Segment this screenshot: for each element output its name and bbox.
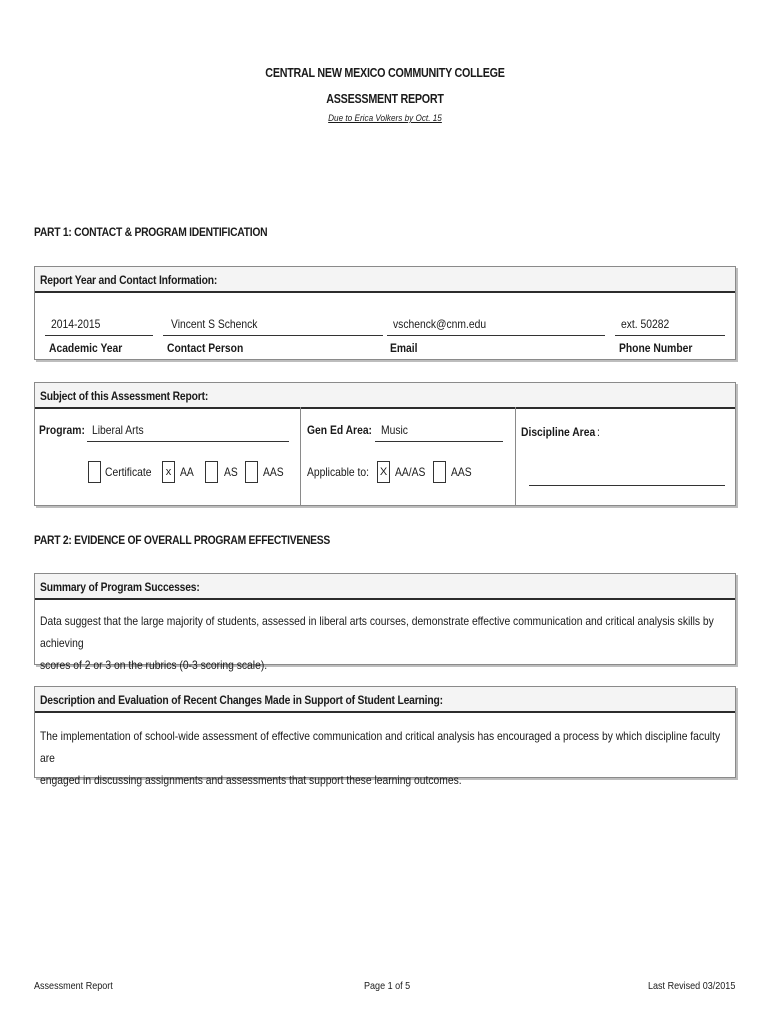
successes-text [40,610,728,676]
discipline-colon: : [597,425,601,439]
due-note: Due to Erica Volkers by Oct. 15 [328,113,442,124]
footer-left: Assessment Report [34,980,113,992]
gened-field[interactable] [375,441,503,442]
footer-page: Page 1 of 5 [364,980,411,992]
contact-person-field[interactable] [163,335,383,336]
aa-as-label: AA/AS [395,465,426,479]
successes-line: scores of 2 or 3 on the rubrics (0-3 scoring scale). [40,658,268,672]
phone-value: ext. 50282 [621,317,670,331]
discipline-area [521,423,601,441]
changes-line: The implementation of school-wide assessment of effective communication and critical analysis has encouraged a process by which discipline faculty are [40,729,721,765]
changes-section [34,686,736,787]
certificate-label: Certificate [105,465,152,479]
gened-value: Music [381,423,408,437]
discipline-field[interactable] [529,485,725,486]
as-checkbox[interactable] [205,461,218,483]
applicable-label: Applicable to: [307,465,369,479]
aas-checkbox[interactable] [245,461,258,483]
contact-person-label: Contact Person [167,341,244,355]
subject-heading: Subject of this Assessment Report: [40,389,209,403]
program-value: Liberal Arts [92,423,144,437]
certificate-checkbox[interactable] [88,461,101,483]
column-divider [515,407,516,505]
academic-year-value: 2014-2015 [51,317,101,331]
changes-header [35,687,735,713]
discipline-label: Discipline Area [521,425,596,439]
as-label: AS [224,465,238,479]
report-title: ASSESSMENT REPORT [326,92,444,106]
phone-label: Phone Number [619,341,693,355]
subject-section [34,382,736,506]
academic-year-field[interactable] [45,335,153,336]
successes-line: Data suggest that the large majority of students, assessed in liberal arts courses, demonstrate effective communication and critical analysis skills by achieving [40,614,714,650]
program-label: Program: [39,423,85,437]
college-name: CENTRAL NEW MEXICO COMMUNITY COLLEGE [265,66,505,80]
part2-heading: PART 2: EVIDENCE OF OVERALL PROGRAM EFFECTIVENESS [34,533,331,547]
part1-heading: PART 1: CONTACT & PROGRAM IDENTIFICATION [34,225,268,239]
aa-checkbox[interactable]: x [162,461,175,483]
changes-text [40,725,728,791]
changes-line: engaged in discussing assignments and assessments that support these learning outcomes. [40,773,462,787]
aa-as-checkbox[interactable]: X [377,461,390,483]
successes-header [35,574,735,600]
changes-heading: Description and Evaluation of Recent Changes Made in Support of Student Learning: [40,693,443,707]
successes-heading: Summary of Program Successes: [40,580,200,594]
email-field[interactable] [387,335,605,336]
subject-header [35,383,735,409]
contact-info-heading: Report Year and Contact Information: [40,273,218,287]
program-field[interactable] [87,441,289,442]
successes-section [34,573,736,672]
applicable-aas-checkbox[interactable] [433,461,446,483]
contact-person-value: Vincent S Schenck [171,317,258,331]
footer-revised: Last Revised 03/2015 [648,980,736,992]
applicable-aas-label: AAS [451,465,472,479]
contact-info-section [34,266,736,360]
phone-field[interactable] [615,335,725,336]
academic-year-label: Academic Year [49,341,123,355]
aa-label: AA [180,465,194,479]
gened-label: Gen Ed Area: [307,423,372,437]
aas-label: AAS [263,465,284,479]
email-value: vschenck@cnm.edu [393,317,487,331]
email-label: Email [390,341,418,355]
contact-info-header [35,267,735,293]
column-divider [300,407,301,505]
